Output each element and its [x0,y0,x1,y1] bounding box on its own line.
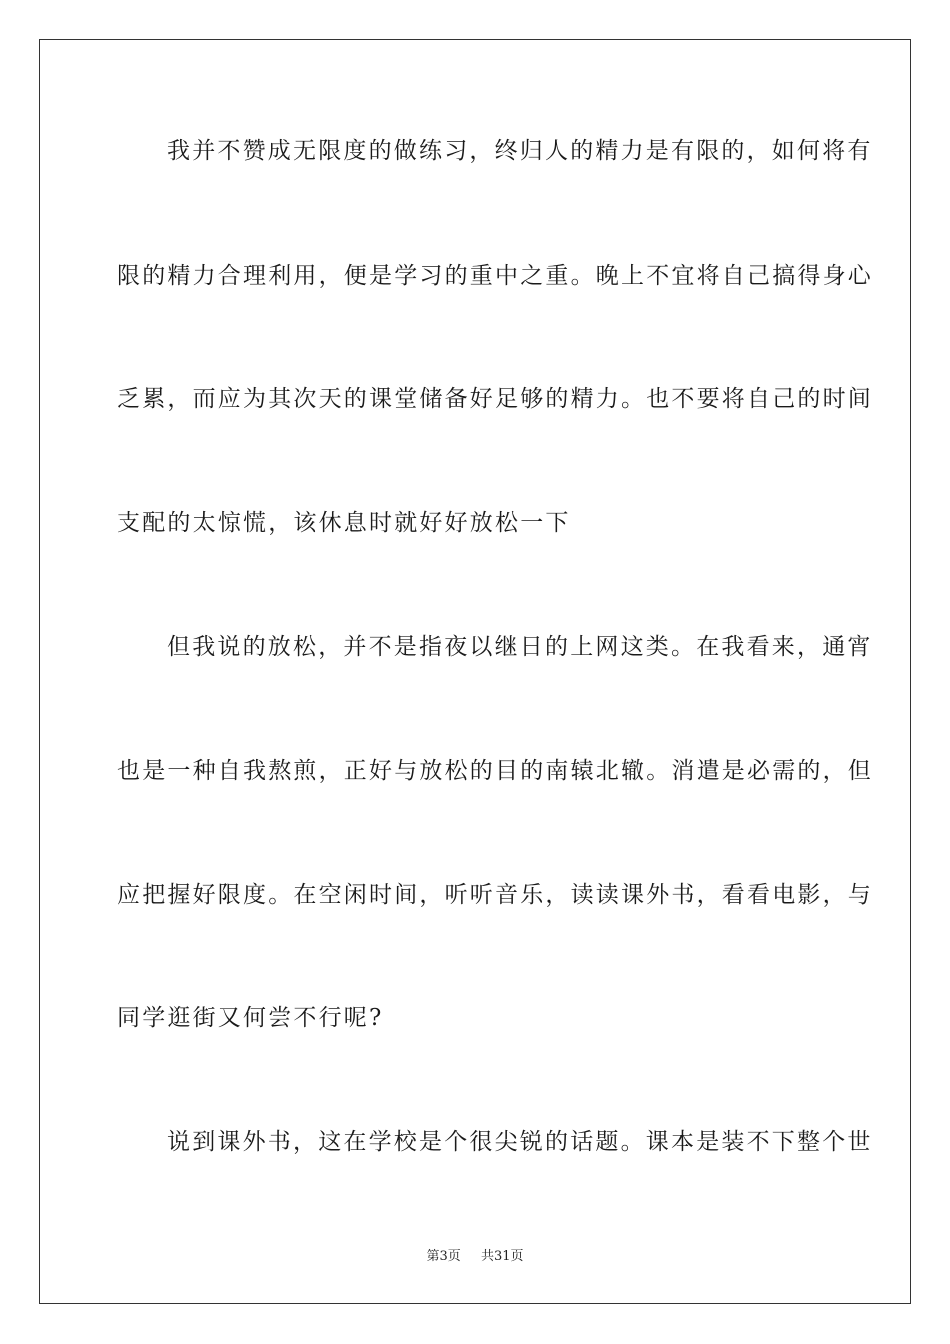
paragraph-line: 但我说的放松，并不是指夜以继日的上网这类。在我看来，通宵 [167,634,873,660]
paragraph-line: 限的精力合理利用，便是学习的重中之重。晚上不宜将自己搞得身心 [117,263,873,289]
paragraph-line: 说到课外书，这在学校是个很尖锐的话题。课本是装不下整个世 [167,1129,873,1155]
paragraph-line: 也是一种自我熬煎，正好与放松的目的南辕北辙。消遣是必需的，但 [117,758,873,784]
paragraph-line: 支配的太惊慌，该休息时就好好放松一下 [117,510,571,536]
paragraph-line: 我并不赞成无限度的做练习，终归人的精力是有限的，如何将有 [167,138,873,164]
page-frame [39,39,911,1304]
page-total: 共31页 [480,1249,524,1264]
page-number: 第3页 [426,1249,461,1264]
paragraph-line: 应把握好限度。在空闲时间，听听音乐，读读课外书，看看电影，与 [117,882,873,908]
paragraph-line: 乏累，而应为其次天的课堂储备好足够的精力。也不要将自己的时间 [117,386,873,412]
page-footer [0,1245,950,1264]
paragraph-line: 同学逛街又何尝不行呢? [117,1005,384,1031]
